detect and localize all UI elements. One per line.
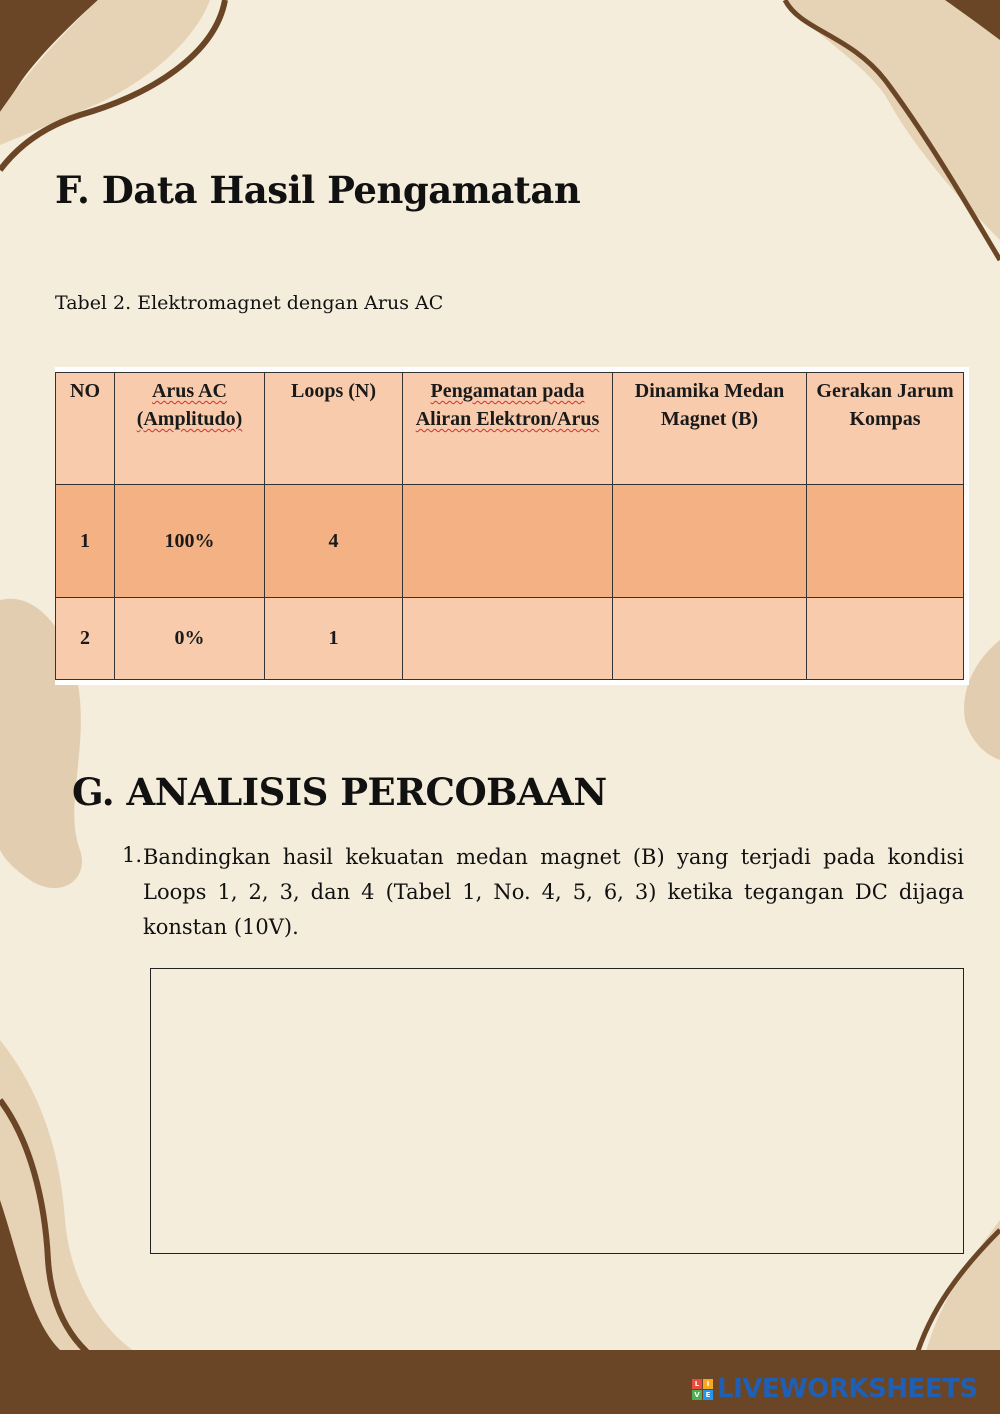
- section-f-title: F. Data Hasil Pengamatan: [55, 168, 581, 212]
- table-row: [56, 485, 964, 597]
- cell-pengamatan-input[interactable]: [403, 485, 613, 597]
- table-caption: Tabel 2. Elektromagnet dengan Arus AC: [55, 292, 444, 314]
- cell-dinamika-input[interactable]: [613, 485, 807, 597]
- logo-grid-cell: L: [692, 1379, 702, 1389]
- header-dinamika: Dinamika Medan Magnet (B): [613, 373, 807, 485]
- header-no: NO: [56, 373, 115, 485]
- cell-no: 2: [56, 597, 115, 679]
- cell-dinamika-input[interactable]: [613, 597, 807, 679]
- cell-loops: 4: [265, 485, 403, 597]
- observation-table: [55, 372, 964, 680]
- cell-no: 1: [56, 485, 115, 597]
- logo-grid-cell: E: [703, 1390, 713, 1400]
- liveworksheets-logo: [692, 1374, 978, 1404]
- cell-arus-ac: 0%: [115, 597, 265, 679]
- answer-text-box[interactable]: [150, 968, 964, 1254]
- header-pengamatan: [403, 373, 613, 485]
- header-arus-ac: [115, 373, 265, 485]
- logo-grid-cell: V: [692, 1390, 702, 1400]
- question-text: Bandingkan hasil kekuatan medan magnet (B) yang terjadi pada kondisi Loops 1, 2, 3, dan 4 (Tabel 1, No. 4, 5, 6, 3) ketika tegangan DC dijaga konstan (10V).: [143, 845, 964, 939]
- header-gerakan: Gerakan Jarum Kompas: [807, 373, 964, 485]
- cell-gerakan-input[interactable]: [807, 597, 964, 679]
- logo-grid-cell: I: [703, 1379, 713, 1389]
- section-g-title: G. ANALISIS PERCOBAAN: [72, 770, 607, 814]
- cell-arus-ac: 100%: [115, 485, 265, 597]
- logo-text: LIVEWORKSHEETS: [717, 1374, 978, 1404]
- cell-gerakan-input[interactable]: [807, 485, 964, 597]
- cell-loops: 1: [265, 597, 403, 679]
- observation-table-container: [55, 367, 969, 685]
- logo-grid-icon: [692, 1379, 713, 1400]
- header-arus-ac-label: Arus AC (Amplitudo): [136, 380, 243, 430]
- cell-pengamatan-input[interactable]: [403, 597, 613, 679]
- table-header-row: [56, 373, 964, 485]
- question-number: 1.: [122, 843, 143, 867]
- table-row: [56, 597, 964, 679]
- header-pengamatan-label: Pengamatan pada Aliran Elektron/Arus: [415, 380, 600, 430]
- header-loops: Loops (N): [265, 373, 403, 485]
